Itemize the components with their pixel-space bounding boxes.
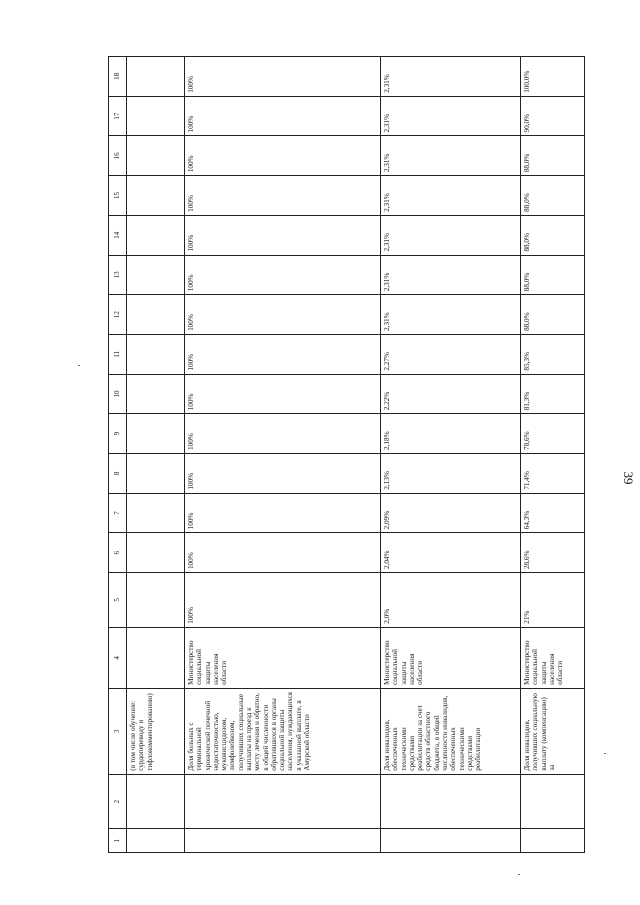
value-cell: 100% [185, 57, 381, 97]
cell [185, 774, 381, 829]
value-cell [127, 215, 185, 255]
value-cell [127, 176, 185, 216]
column-header: 5 [109, 573, 127, 628]
column-header: 14 [109, 215, 127, 255]
value-cell [127, 533, 185, 573]
value-cell: 78,6% [521, 414, 585, 454]
value-cell: 2,31% [381, 176, 521, 216]
value-cell: 28,6% [521, 533, 585, 573]
value-cell: 88,0% [521, 136, 585, 176]
column-header: 4 [109, 627, 127, 688]
row-ministry [127, 627, 185, 688]
value-cell: 2,18% [381, 414, 521, 454]
value-cell: 88,0% [521, 215, 585, 255]
value-cell: 71,4% [521, 453, 585, 493]
row-ministry: Министерство социальной защиты населения области [521, 627, 585, 688]
value-cell: 100% [185, 533, 381, 573]
value-cell: 2,31% [381, 96, 521, 136]
cell [521, 829, 585, 853]
column-header: 6 [109, 533, 127, 573]
value-cell [127, 493, 185, 533]
scan-speck [518, 874, 520, 875]
value-cell [127, 573, 185, 628]
row-description: Доля инвалидов, получивших социальную выплату (компенсацию) за [521, 688, 585, 774]
column-header: 11 [109, 334, 127, 374]
value-cell: 2,31% [381, 57, 521, 97]
value-cell [127, 374, 185, 414]
row-description: (в том числе обучение: сурдопереводу и тифлокомментированию) [127, 688, 185, 774]
table-row [127, 57, 185, 853]
value-cell: 100% [185, 334, 381, 374]
header-row [109, 57, 127, 853]
page-number: 39 [621, 471, 636, 485]
value-cell: 100% [185, 96, 381, 136]
value-cell: 64,3% [521, 493, 585, 533]
value-cell: 2,04% [381, 533, 521, 573]
value-cell [127, 334, 185, 374]
value-cell: 2,22% [381, 374, 521, 414]
column-header: 12 [109, 295, 127, 335]
row-description: Доля больных с терминальной хронической почечной недостаточностью, муковисцидозом, лимфолейкозом, получивших социальные выплаты на проезд к месту лечения и обратно, в общей численности обратившихся в органы социальной защиты населения, нуждающихся в указанной выплате, в Амурской области [185, 688, 381, 774]
cell [521, 774, 585, 829]
cell [185, 829, 381, 853]
value-cell [127, 255, 185, 295]
value-cell: 2,31% [381, 136, 521, 176]
value-cell: 100% [185, 573, 381, 628]
value-cell: 100% [185, 414, 381, 454]
column-header: 9 [109, 414, 127, 454]
value-cell: 81,3% [521, 374, 585, 414]
column-header: 15 [109, 176, 127, 216]
value-cell [127, 414, 185, 454]
value-cell: 100% [185, 215, 381, 255]
column-header: 16 [109, 136, 127, 176]
value-cell [127, 295, 185, 335]
column-header: 3 [109, 688, 127, 774]
value-cell [127, 136, 185, 176]
value-cell: 2,31% [381, 295, 521, 335]
value-cell: 100% [185, 176, 381, 216]
column-header: 17 [109, 96, 127, 136]
row-description: Доля инвалидов, обеспеченных техническими средствами реабилитации за счет средств областного бюджета, в общей численности инвалидов, обеспеченных техническими средствами реабилитации [381, 688, 521, 774]
cell [127, 829, 185, 853]
row-ministry: Министерство социальной защиты населения области [185, 627, 381, 688]
column-header: 1 [109, 829, 127, 853]
value-cell: 2,31% [381, 215, 521, 255]
column-header: 2 [109, 774, 127, 829]
column-header: 8 [109, 453, 127, 493]
value-cell: 2,27% [381, 334, 521, 374]
value-cell: 90,0% [521, 96, 585, 136]
value-cell: 100% [185, 453, 381, 493]
value-cell: 2,0% [381, 573, 521, 628]
value-cell: 2,13% [381, 453, 521, 493]
value-cell: 2,31% [381, 255, 521, 295]
value-cell: 100% [185, 255, 381, 295]
value-cell: 100,0% [521, 57, 585, 97]
row-ministry: Министерство социальной защиты населения области [381, 627, 521, 688]
value-cell: 88,0% [521, 176, 585, 216]
column-header: 7 [109, 493, 127, 533]
value-cell: 88,0% [521, 295, 585, 335]
table-row [185, 57, 381, 853]
cell [381, 829, 521, 853]
value-cell: 85,3% [521, 334, 585, 374]
column-header: 18 [109, 57, 127, 97]
table-row [381, 57, 521, 853]
column-header: 10 [109, 374, 127, 414]
cell [127, 774, 185, 829]
scan-speck [78, 365, 80, 366]
value-cell: 100% [185, 295, 381, 335]
table-row [521, 57, 585, 853]
value-cell: 21% [521, 573, 585, 628]
scan-speck [604, 753, 606, 754]
indicator-table [108, 56, 584, 853]
column-header: 13 [109, 255, 127, 295]
value-cell: 100% [185, 374, 381, 414]
value-cell: 88,0% [521, 255, 585, 295]
cell [381, 774, 521, 829]
value-cell: 100% [185, 136, 381, 176]
value-cell [127, 453, 185, 493]
value-cell [127, 96, 185, 136]
value-cell [127, 57, 185, 97]
value-cell: 100% [185, 493, 381, 533]
value-cell: 2,09% [381, 493, 521, 533]
